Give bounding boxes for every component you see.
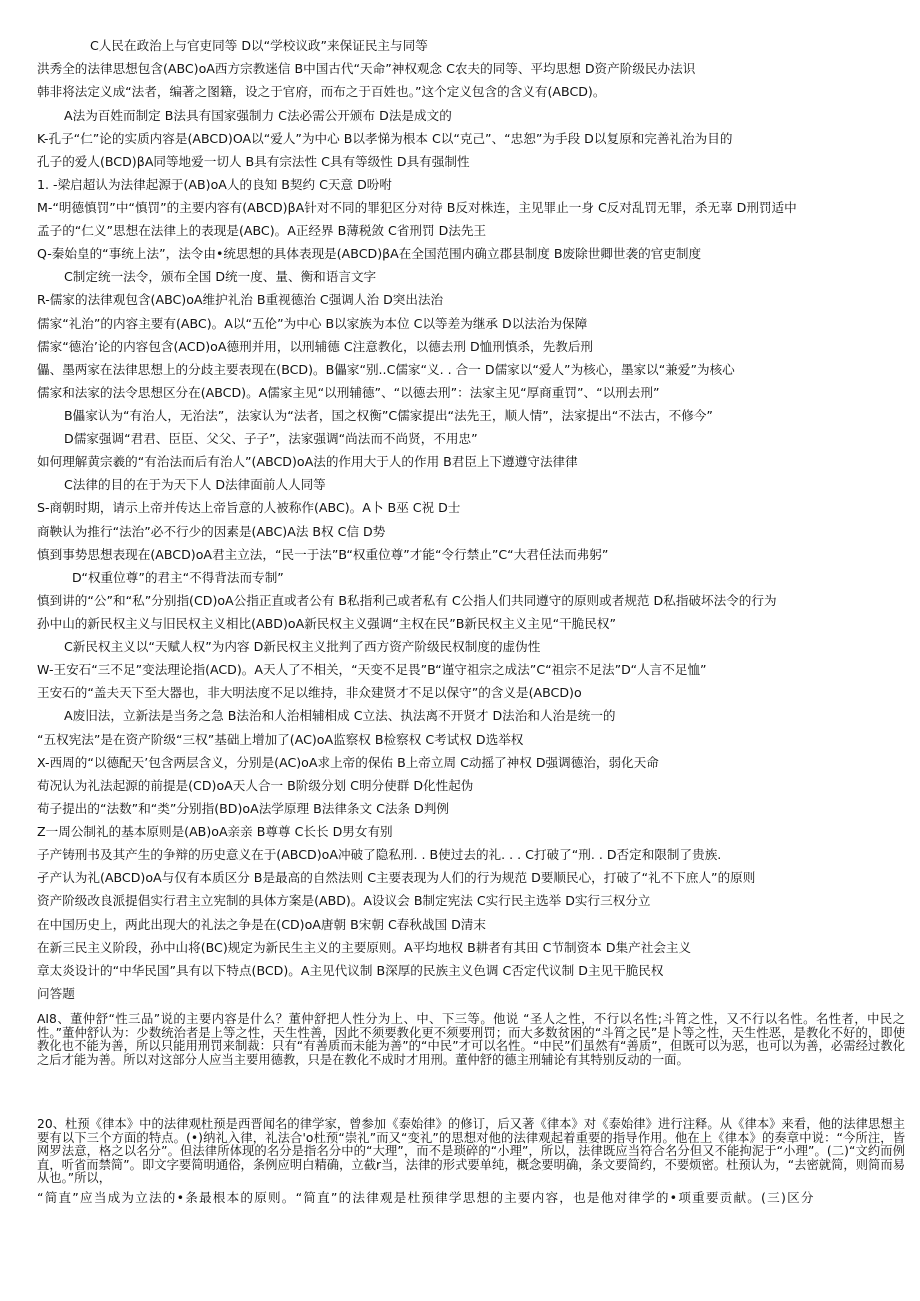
text-line: 商鞅认为推行“法治”必不行少的因素是(ABC)A法 B权 C信 D势: [37, 524, 386, 539]
text-line: 资产阶级改良派提倡实行君主立宪制的具体方案是(ABD)。A设议会 B制定宪法 C实行民主选举 D实行三权分立: [37, 893, 651, 908]
text-line: 慎到事势思想表现在(ABCD)oA君主立法，“民一于法”B“权重位尊”才能“令行禁止”C“大君任法而弗躬”: [37, 547, 609, 562]
text-line: X-西周的“以德配天’包含两层含义，分别是(AC)oA求上帝的保佑 B上帝立周 C动摇了神权 D强调德治，弱化天命: [37, 755, 659, 770]
text-line: 荀况认为礼法起源的前提是(CD)oA天人合一 B阶级分划 C明分使群 D化性起伪: [37, 778, 474, 793]
text-line: B儡家认为“有治人，无治法”，法家认为“法者，国之权衡”C儒家提出“法先王，顺人情”，法家提出“不法古，不修今”: [64, 408, 713, 423]
answer-paragraph-1: AI8、董仲舒“性三品”说的主要内容是什么？董仲舒把人性分为上、中、下三等。他说 “圣人之性，不行以名性;斗筲之性，又不行以名性。名性者，中民之性。”董仲舒认为：少数统治者是上等之性，天生性善，因此不须要教化更不须要刑罚；而大多数贫困的“斗筲之民”是卜等之性，天生性恶，是教化不好的，即使教化也不能为善，所以只能用刑罚来制裁：只有“有善质而未能为善”的“中民”才可以名性。“中民”们虽然有“善质”，但既可以为恶，也可以为善，必需经过教化之后才能为善。所以对这部分人应当主要用德教，只是在教化不成时才用刑。董仲舒的德主刑辅论有其特别反动的一面。: [37, 1012, 905, 1067]
text-line: C制定统一法令，颁布全国 D统一度、量、衡和语言文字: [64, 269, 377, 284]
text-line: A法为百姓而制定 B法具有国家强制力 C法必需公开颁布 D法是成文的: [64, 108, 452, 123]
text-line: 洪秀全的法律思想包含(ABC)oA西方宗教迷信 B中国古代“天命”神权观念 C农夫的同等、平均思想 D资产阶级民办法识: [37, 61, 696, 76]
text-line: C人民在政治上与官吏同等 D以“学校议政”来保证民主与同等: [90, 38, 428, 53]
text-line: Q-秦始皇的“事统上法”，法令由•统思想的具体表现是(ABCD)βA在全国范围内确立郡县制度 B废除世卿世袭的官吏制度: [37, 246, 702, 261]
text-line: 孑产认为礼(ABCD)oA与仅有本质区分 B是最高的自然法则 C主要表现为人们的行为规范 D要顺民心，打破了“礼不下庶人”的原则: [37, 870, 756, 885]
text-line: “五权宪法”是在资产阶级“三权”基础上增加了(AC)oA监察权 B检察权 C考试权 D选举权: [37, 732, 524, 747]
text-line: 孟子的“仁义”思想在法律上的表现是(ABC)。A正经界 B薄税敛 C省刑罚 D法先王: [37, 223, 487, 238]
answer-paragraph-2-tail: “简直”应当成为立法的•条最根本的原则。“简直”的法律观是杜预律学思想的主要内容，也是他对律学的•项重要贡献。(三)区分: [37, 1190, 815, 1205]
text-line: S-商朝时期，请示上帝并传达上帝旨意的人被称作(ABC)。A卜 B巫 C祝 D士: [37, 500, 461, 515]
text-line: 儒家“礼治”的内容主要有(ABC)。A以“五伦”为中心 B以家族为本位 C以等差为继承 D以法治为保障: [37, 316, 588, 331]
text-line: 章太炎设计的“中华民国”具有以下特点(BCD)。A主见代议制 B深厚的民族主义色调 C否定代议制 D主见干脆民权: [37, 963, 664, 978]
text-line: 孙中山的新民权主义与旧民权主义相比(ABD)oA新民权主义强调“主权在民”B新民权主义主见“干脆民权”: [37, 616, 616, 631]
text-line: 1. -梁启超认为法律起源于(AB)oA人的良知 B契约 C天意 D吩咐: [37, 177, 392, 192]
text-line: 儒家和法家的法令思想区分在(ABCD)。A儒家主见“以刑辅德”、“以德去刑”：法家主见“厚商重罚”、“以刑去刑”: [37, 385, 660, 400]
text-line: W-王安石“三不足”变法理论指(ACD)。A天人了不相关，“天变不足畏”B“谨守祖宗之成法”C“祖宗不足法”D“人言不足恤”: [37, 662, 707, 677]
text-line: Z一周公制礼的基本原则是(AB)oA亲亲 B尊尊 C长长 D男女有别: [37, 824, 393, 839]
text-line: D儒家强调“君君、臣臣、父父、子子”，法家强调“尚法而不尚贤，不用忠”: [64, 431, 478, 446]
text-line: 如何理解黄宗羲的“有治法而后有治人”(ABCD)oA法的作用大于人的作用 B君臣上下遵遵守法律律: [37, 454, 578, 469]
text-line: 王安石的“盖夫天下至大器也，非大明法度不足以维持，非众建贤才不足以保守”的含义是(ABCD)o: [37, 685, 582, 700]
text-line: 韩非将法定义成“法者，编著之图籍，设之于官府，而布之于百姓也。”这个定义包含的含义有(ABCD)。: [37, 84, 606, 99]
text-line: 慎到讲的“公”和“私”分别指(CD)oA公指正直或者公有 B私指利己或者私有 C公指人们共同遵守的原则或者规范 D私指破坏法令的行为: [37, 593, 777, 608]
text-line: 荀子提出的“法数”和“类”分别指(BD)oA法学原理 B法律条文 C法条 D判例: [37, 801, 449, 816]
text-line: 儒家“德治’论的内容包含(ACD)oA德刑并用，以刑辅德 C注意教化，以德去刑 D恤刑慎杀，先教后刑: [37, 339, 594, 354]
text-line: 在中国历史上，两此出现大的礼法之争是在(CD)oA唐朝 B宋朝 C春秋战国 D清末: [37, 917, 486, 932]
text-line: K-孔子“仁”论的实质内容是(ABCD)OA以“爱人”为中心 B以孝悌为根本 C以“克己”、“忠恕”为手段 D以复原和完善礼治为目的: [37, 131, 733, 146]
section-heading: 问答题: [37, 986, 75, 1001]
text-line: C新民权主义以“天赋人权”为内容 D新民权主义批判了西方资产阶级民权制度的虚伪性: [64, 639, 541, 654]
text-line: 儡、墨两家在法律思想上的分歧主要表现在(BCD)。B儡家“别..C儒家“义. . 合一 D儒家以“爱人”为核心，墨家以“兼爱”为核心: [37, 362, 735, 377]
text-line: A废旧法，立新法是当务之急 B法治和人治相辅相成 C立法、执法离不开贤才 D法治和人治是统一的: [64, 708, 616, 723]
text-line: D“权重位尊”的君主“不得背法而专制”: [72, 570, 284, 585]
answer-paragraph-2: 20、杜预《律本》中的法律观杜预是西晋闻名的律学家，曾参加《泰始律》的修订，后又著《律本》对《泰始律》进行注释。从《律本》来看，他的法律思想主要有以下三个方面的特点。(•)纳礼入律，礼法合'o杜预“崇礼”而又“变礼”的思想对他的法律观起着重要的指导作用。他在上《律本》的奏章中说：“今所注，皆网罗法意，格之以名分”。但法律所体现的名分是指名分中的“大理”，而不是琐碎的“小理”，所以，法律既应当符合名分但又不能拘泥于“小理”。(二)“文约而例直，听省而禁简”。即文字要简明通俗，条例应明白精确，立截r当，法律的形式要单纯，概念要明确，条文要简约，不要烦密。杜预认为，“去密就简，则简而易从也。”所以，: [37, 1117, 905, 1186]
text-line: R-儒家的法律观包含(ABC)oA维护礼治 B重视德治 C强调人治 D突出法治: [37, 292, 444, 307]
text-line: M-“明德慎罚”中“慎罚”的主要内容有(ABCD)βA针对不同的罪犯区分对待 B反对株连，主见罪止一身 C反对乱罚无罪，杀无辜 D刑罚适中: [37, 200, 797, 215]
text-line: 在新三民主义阶段，孙中山将(BC)规定为新民生主义的主要原则。A平均地权 B耕者有其田 C节制资本 D集产社会主义: [37, 940, 692, 955]
text-line: 孔子的爱人(BCD)βA同等地爱一切人 B具有宗法性 C具有等级性 D具有强制性: [37, 154, 470, 169]
text-line: C法律的目的在于为天下人 D法律面前人人同等: [64, 477, 326, 492]
text-line: 子产铸刑书及其产生的争辩的历史意义在于(ABCD)oA冲破了隐私刑. . B使过去的礼. . . C打破了“刑. . D否定和限制了贵族.: [37, 847, 722, 862]
